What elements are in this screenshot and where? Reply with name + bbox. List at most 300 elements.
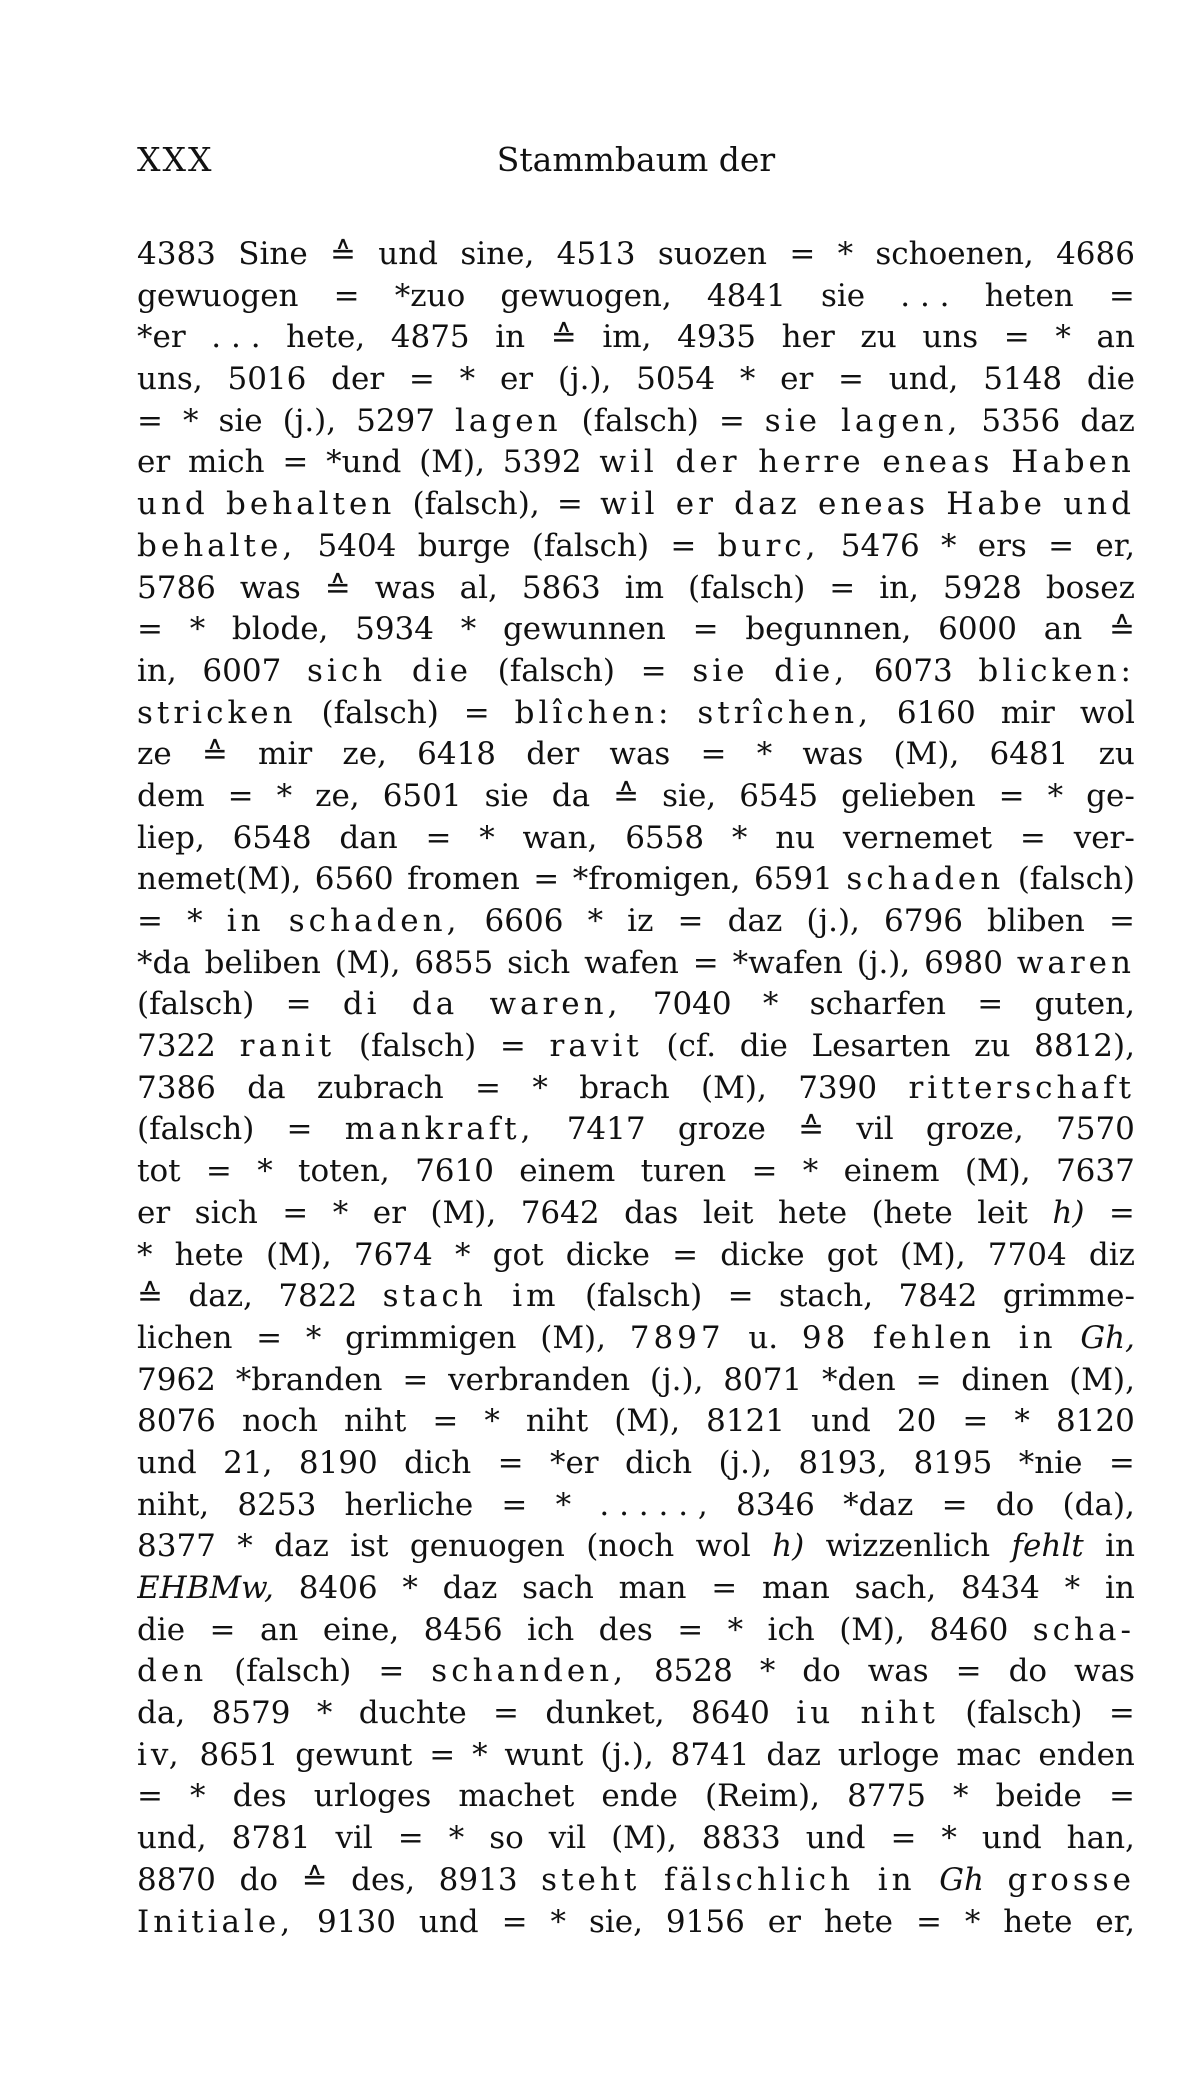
word: machet <box>458 1778 575 1815</box>
word: (falsch) <box>581 402 699 439</box>
word: * <box>305 1319 322 1356</box>
word: 9130 <box>317 1903 396 1940</box>
word: 8812), <box>1034 1028 1135 1065</box>
word: was <box>239 569 301 606</box>
word: enden <box>1038 1736 1135 1773</box>
word: eneas <box>882 444 994 481</box>
word: ge- <box>1086 777 1135 814</box>
word: steht <box>541 1861 641 1898</box>
word: zubrach <box>316 1069 444 1106</box>
word: (j.), <box>282 402 337 439</box>
word: = <box>672 1236 699 1273</box>
word: hete <box>777 1194 848 1231</box>
word: in, <box>137 652 177 689</box>
word: * <box>1047 777 1064 814</box>
word: scha- <box>1032 1611 1135 1648</box>
word: *nie <box>1018 1444 1083 1481</box>
word: Haben <box>1011 444 1135 481</box>
word: 7417 <box>566 1111 646 1148</box>
word: got <box>492 1236 544 1273</box>
word: ≙ <box>613 777 640 814</box>
text-line <box>137 1153 1135 1195</box>
word: (M), <box>540 1319 607 1356</box>
word: Habe <box>946 486 1046 523</box>
word: = <box>1048 527 1075 564</box>
word: sach, <box>854 1570 937 1606</box>
word: * <box>276 777 293 814</box>
word: = <box>1109 903 1135 939</box>
word: = <box>1019 819 1046 856</box>
word: wafen <box>584 944 679 981</box>
word: im, <box>602 319 652 356</box>
word: der <box>675 444 741 481</box>
word: er, <box>1095 1903 1135 1940</box>
word: Gh <box>939 1861 984 1898</box>
word: (falsch) <box>584 1278 703 1315</box>
word: Sine <box>238 236 308 272</box>
word: = <box>1108 1444 1135 1481</box>
word: wan, <box>522 819 598 856</box>
word: was <box>1074 1653 1135 1690</box>
word: = <box>425 819 452 856</box>
word: guten, <box>1034 986 1135 1023</box>
word: = <box>285 986 312 1023</box>
word: ≙ <box>324 569 351 606</box>
word: uns, <box>137 361 203 398</box>
word: * <box>532 1069 548 1106</box>
word: *zuo <box>394 277 466 314</box>
text-line <box>137 319 1135 361</box>
word: 6548 <box>232 819 312 856</box>
word: 7897 <box>629 1319 725 1356</box>
word: = <box>677 903 704 939</box>
word: do <box>995 1486 1035 1523</box>
word: 6418 <box>417 736 497 773</box>
word: iu <box>796 1695 835 1732</box>
word: er <box>767 1903 801 1940</box>
word: = <box>915 1903 942 1940</box>
word: = <box>282 444 309 481</box>
word: liep, <box>137 819 205 856</box>
word: er <box>675 486 717 523</box>
word: (noch <box>586 1528 675 1565</box>
word: * <box>332 1194 349 1231</box>
word: iv, <box>137 1736 183 1773</box>
word: schanden, <box>431 1653 627 1690</box>
text-line <box>137 1737 1135 1779</box>
body-text <box>137 236 1135 1945</box>
word: gewunnen <box>502 611 666 648</box>
word: blode, <box>231 611 329 648</box>
word: begunnen, <box>745 611 912 648</box>
word: eneas <box>818 486 930 523</box>
word: vil <box>548 1820 587 1857</box>
word: 6481 <box>989 736 1069 773</box>
text-line <box>137 361 1135 403</box>
word: 7637 <box>1055 1153 1135 1190</box>
word: da <box>411 986 459 1023</box>
word: * <box>460 611 477 648</box>
word: das <box>624 1194 679 1231</box>
page-number: XXX <box>137 140 214 179</box>
text-line <box>137 1570 1135 1612</box>
word: * <box>257 1153 273 1190</box>
word: sie <box>764 402 821 439</box>
word: gewunt <box>295 1736 413 1773</box>
text-line <box>137 1695 1135 1737</box>
word: = <box>915 1361 942 1398</box>
word: = <box>227 777 254 814</box>
word: sie <box>484 777 529 814</box>
word: 6606 <box>484 903 564 939</box>
word: gewuogen, <box>500 277 672 314</box>
word: sie <box>218 402 263 439</box>
word: 6980 <box>924 944 1003 981</box>
word: duchte <box>358 1695 467 1732</box>
word: * <box>484 1403 500 1440</box>
word: er <box>137 1194 171 1231</box>
word: in <box>226 903 265 939</box>
word: *und <box>326 444 402 481</box>
word: bosez <box>1045 569 1135 606</box>
word: wizzenlich <box>825 1528 991 1565</box>
word: fromen <box>407 861 520 898</box>
word: (M), <box>964 1153 1031 1190</box>
word: niht <box>343 1403 407 1440</box>
word: Initiale, <box>137 1903 295 1940</box>
word: do <box>1008 1653 1048 1690</box>
word: sine, <box>460 236 535 272</box>
word: burc, <box>717 527 820 564</box>
word: grimmigen <box>345 1319 517 1356</box>
word: (M), <box>334 944 401 981</box>
word: ≙ <box>201 736 228 773</box>
word: (hete <box>871 1194 953 1231</box>
word: stricken <box>137 694 297 731</box>
word: *er <box>549 1444 599 1481</box>
word: ≙ <box>301 1861 328 1898</box>
word: der <box>526 736 580 773</box>
word: herre <box>758 444 865 481</box>
text-line <box>137 1487 1135 1529</box>
word: = <box>998 777 1025 814</box>
word: schaden <box>846 861 1005 898</box>
text-line <box>137 1237 1135 1279</box>
word: daz <box>1080 402 1135 439</box>
word: ritterschaft <box>908 1069 1135 1106</box>
word: an <box>1096 319 1135 356</box>
word: *daz <box>843 1486 914 1523</box>
word: 5404 <box>317 527 397 564</box>
word: da <box>247 1069 286 1106</box>
word: ich <box>527 1611 575 1648</box>
word: = <box>402 1361 429 1398</box>
word: * <box>182 402 199 439</box>
word: 5863 <box>521 569 601 606</box>
word: = <box>692 944 719 981</box>
word: ze <box>137 736 172 773</box>
word: * <box>454 1236 471 1273</box>
word: (falsch) <box>688 569 806 606</box>
word: = <box>718 402 745 439</box>
word: hete <box>823 1903 893 1940</box>
word: = <box>692 611 719 648</box>
word: u. <box>748 1319 779 1356</box>
word: da <box>551 777 591 814</box>
word: und <box>418 1903 479 1940</box>
word: grimme- <box>1002 1278 1135 1315</box>
word: daz <box>727 903 783 939</box>
word: des, <box>351 1861 416 1898</box>
word: ich <box>767 1611 815 1648</box>
word: mankraft, <box>344 1111 535 1148</box>
word: der <box>331 361 385 398</box>
word: Lesarten <box>811 1028 951 1065</box>
word: wil <box>599 444 658 481</box>
word: 5054 <box>636 361 716 398</box>
word: her <box>781 319 835 356</box>
word: waren <box>1016 944 1135 981</box>
word: 7674 <box>353 1236 433 1273</box>
word: sie, <box>662 777 717 814</box>
word: 8190 <box>298 1444 378 1481</box>
word: nu <box>775 819 816 856</box>
word: EHBMw, <box>137 1570 274 1606</box>
word: (j.), <box>856 944 911 981</box>
word: 8076 <box>137 1403 216 1440</box>
word: al, <box>459 569 498 606</box>
word: = <box>137 402 163 439</box>
word: uns <box>922 319 979 356</box>
word: do <box>802 1653 841 1690</box>
word: lagen, <box>840 402 962 439</box>
word: (M), <box>430 1194 497 1231</box>
word: 21, <box>223 1444 273 1481</box>
word: * <box>762 986 779 1023</box>
word: behalte, <box>137 527 297 564</box>
word: wunt <box>504 1736 584 1773</box>
word: 5356 <box>981 402 1061 439</box>
word: lichen <box>137 1319 233 1356</box>
word: = <box>397 1820 424 1857</box>
word: 6591 <box>753 861 833 898</box>
word: in <box>1018 1319 1057 1356</box>
text-line <box>137 820 1135 862</box>
word: und <box>811 1403 871 1440</box>
word: ze, <box>315 777 360 814</box>
word: und <box>1063 486 1135 523</box>
word: 8579 <box>211 1695 291 1732</box>
word: 8460 <box>929 1611 1009 1648</box>
word: blîchen: <box>514 694 673 731</box>
word: 4841 <box>706 277 786 314</box>
word: = <box>493 1695 520 1732</box>
word: niht <box>525 1403 589 1440</box>
text-line <box>137 1862 1135 1904</box>
word: 7386 <box>137 1069 216 1106</box>
word: schoenen, <box>875 236 1034 272</box>
text-line <box>137 945 1135 987</box>
word: = <box>700 736 727 773</box>
word: 4513 <box>556 236 636 272</box>
word: er <box>780 361 814 398</box>
word: vil <box>856 1111 894 1148</box>
word: ranit <box>239 1028 336 1065</box>
word: einem <box>519 1153 616 1190</box>
word: . . . <box>900 277 950 314</box>
word: brach <box>579 1069 670 1106</box>
text-line <box>137 653 1135 695</box>
word: (falsch), <box>412 486 540 523</box>
word: vernemet <box>842 819 993 856</box>
word: leit <box>977 1194 1028 1231</box>
word: er <box>137 444 171 481</box>
word: eine, <box>322 1611 400 1648</box>
word: was <box>802 736 864 773</box>
word: * <box>727 1611 744 1648</box>
page-header <box>137 140 1135 200</box>
word: *branden <box>235 1361 383 1398</box>
word: an <box>1043 611 1083 648</box>
text-line <box>137 986 1135 1028</box>
word: 7570 <box>1055 1111 1135 1148</box>
word: (M), <box>1069 1361 1135 1398</box>
word: (j.), <box>806 903 860 939</box>
word: niht, <box>137 1486 210 1523</box>
word: niht <box>860 1695 939 1732</box>
word: 5148 <box>983 361 1063 398</box>
word: die <box>411 652 472 689</box>
word: = <box>1003 319 1030 356</box>
word: * <box>448 1820 465 1857</box>
word: und <box>805 1820 866 1857</box>
word: leit <box>702 1194 754 1231</box>
word: 4383 <box>137 236 216 272</box>
word: 6560 <box>314 861 394 898</box>
word: * <box>1055 319 1071 356</box>
word: 8913 <box>438 1861 518 1898</box>
word: = <box>282 1194 309 1231</box>
word: = <box>751 1153 778 1190</box>
word: * <box>555 1486 572 1523</box>
word: = <box>137 903 163 939</box>
word: 7962 <box>137 1361 216 1398</box>
word: . . . <box>211 319 261 356</box>
word: (cf. <box>666 1028 717 1065</box>
text-line <box>137 1362 1135 1404</box>
word: 7842 <box>898 1278 978 1315</box>
word: 4935 <box>677 319 757 356</box>
word: * <box>739 361 756 398</box>
text-line <box>137 1820 1135 1862</box>
word: die <box>137 1611 186 1648</box>
word: 6160 <box>896 694 976 731</box>
word: 6000 <box>938 611 1018 648</box>
word: = <box>209 1611 236 1648</box>
word: 5392 <box>502 444 582 481</box>
word: sich <box>307 652 387 689</box>
word: 8071 <box>723 1361 803 1398</box>
word: die <box>739 1028 788 1065</box>
word: 7704 <box>987 1236 1067 1273</box>
word: 8377 <box>137 1528 216 1565</box>
word: und, <box>888 361 959 398</box>
word: stach <box>382 1278 487 1315</box>
word: 7390 <box>798 1069 878 1106</box>
word: = <box>890 1820 917 1857</box>
text-line <box>137 1403 1135 1445</box>
word: noch <box>241 1403 318 1440</box>
word: sich <box>194 1194 258 1231</box>
word: * <box>187 903 203 939</box>
word: an <box>259 1611 299 1648</box>
word: strîchen, <box>697 694 872 731</box>
word: = <box>727 1278 754 1315</box>
word: = <box>205 1153 232 1190</box>
word: dunket, <box>545 1695 665 1732</box>
word: (j.), <box>557 361 612 398</box>
word: 8193, <box>798 1444 888 1481</box>
word: burge <box>417 527 511 564</box>
text-line <box>137 1445 1135 1487</box>
word: dan <box>339 819 398 856</box>
word: fälschlich <box>663 1861 855 1898</box>
word: daz <box>734 486 801 523</box>
text-line <box>137 570 1135 612</box>
word: zu <box>974 1028 1011 1065</box>
word: sach <box>522 1570 594 1606</box>
word: * <box>953 1778 969 1815</box>
word: stach, <box>779 1278 874 1315</box>
word: beide <box>995 1778 1082 1815</box>
word: (da), <box>1062 1486 1135 1523</box>
word: mich <box>187 444 265 481</box>
text-line <box>137 528 1135 570</box>
word: * <box>1014 1403 1030 1440</box>
word: man <box>762 1570 830 1606</box>
word: so <box>489 1820 524 1857</box>
word: beliben <box>204 944 321 981</box>
word: in <box>1104 1570 1135 1606</box>
word: ers <box>977 527 1027 564</box>
word: heten <box>984 277 1074 314</box>
word: was <box>609 736 671 773</box>
word: einem <box>843 1153 940 1190</box>
word: = <box>829 569 856 606</box>
word: dich <box>625 1444 693 1481</box>
word: 5297 <box>356 402 436 439</box>
word: * <box>759 1653 776 1690</box>
text-line <box>137 861 1135 903</box>
word: = <box>533 861 560 898</box>
word: groze <box>677 1111 766 1148</box>
word: 8121 <box>706 1403 786 1440</box>
word: = <box>1108 1778 1135 1815</box>
word: 6558 <box>625 819 705 856</box>
word: nemet(M), <box>137 861 302 898</box>
word: got <box>826 1236 878 1273</box>
word: daz <box>442 1570 498 1606</box>
word: toten, <box>298 1153 390 1190</box>
word: 7610 <box>415 1153 494 1190</box>
text-line <box>137 903 1135 945</box>
word: (M), <box>611 1820 677 1857</box>
word: 6073 <box>873 652 953 689</box>
word: ≙ <box>137 1278 163 1315</box>
word: herliche <box>344 1486 474 1523</box>
word: 8253 <box>237 1486 317 1523</box>
word: * <box>837 236 854 272</box>
